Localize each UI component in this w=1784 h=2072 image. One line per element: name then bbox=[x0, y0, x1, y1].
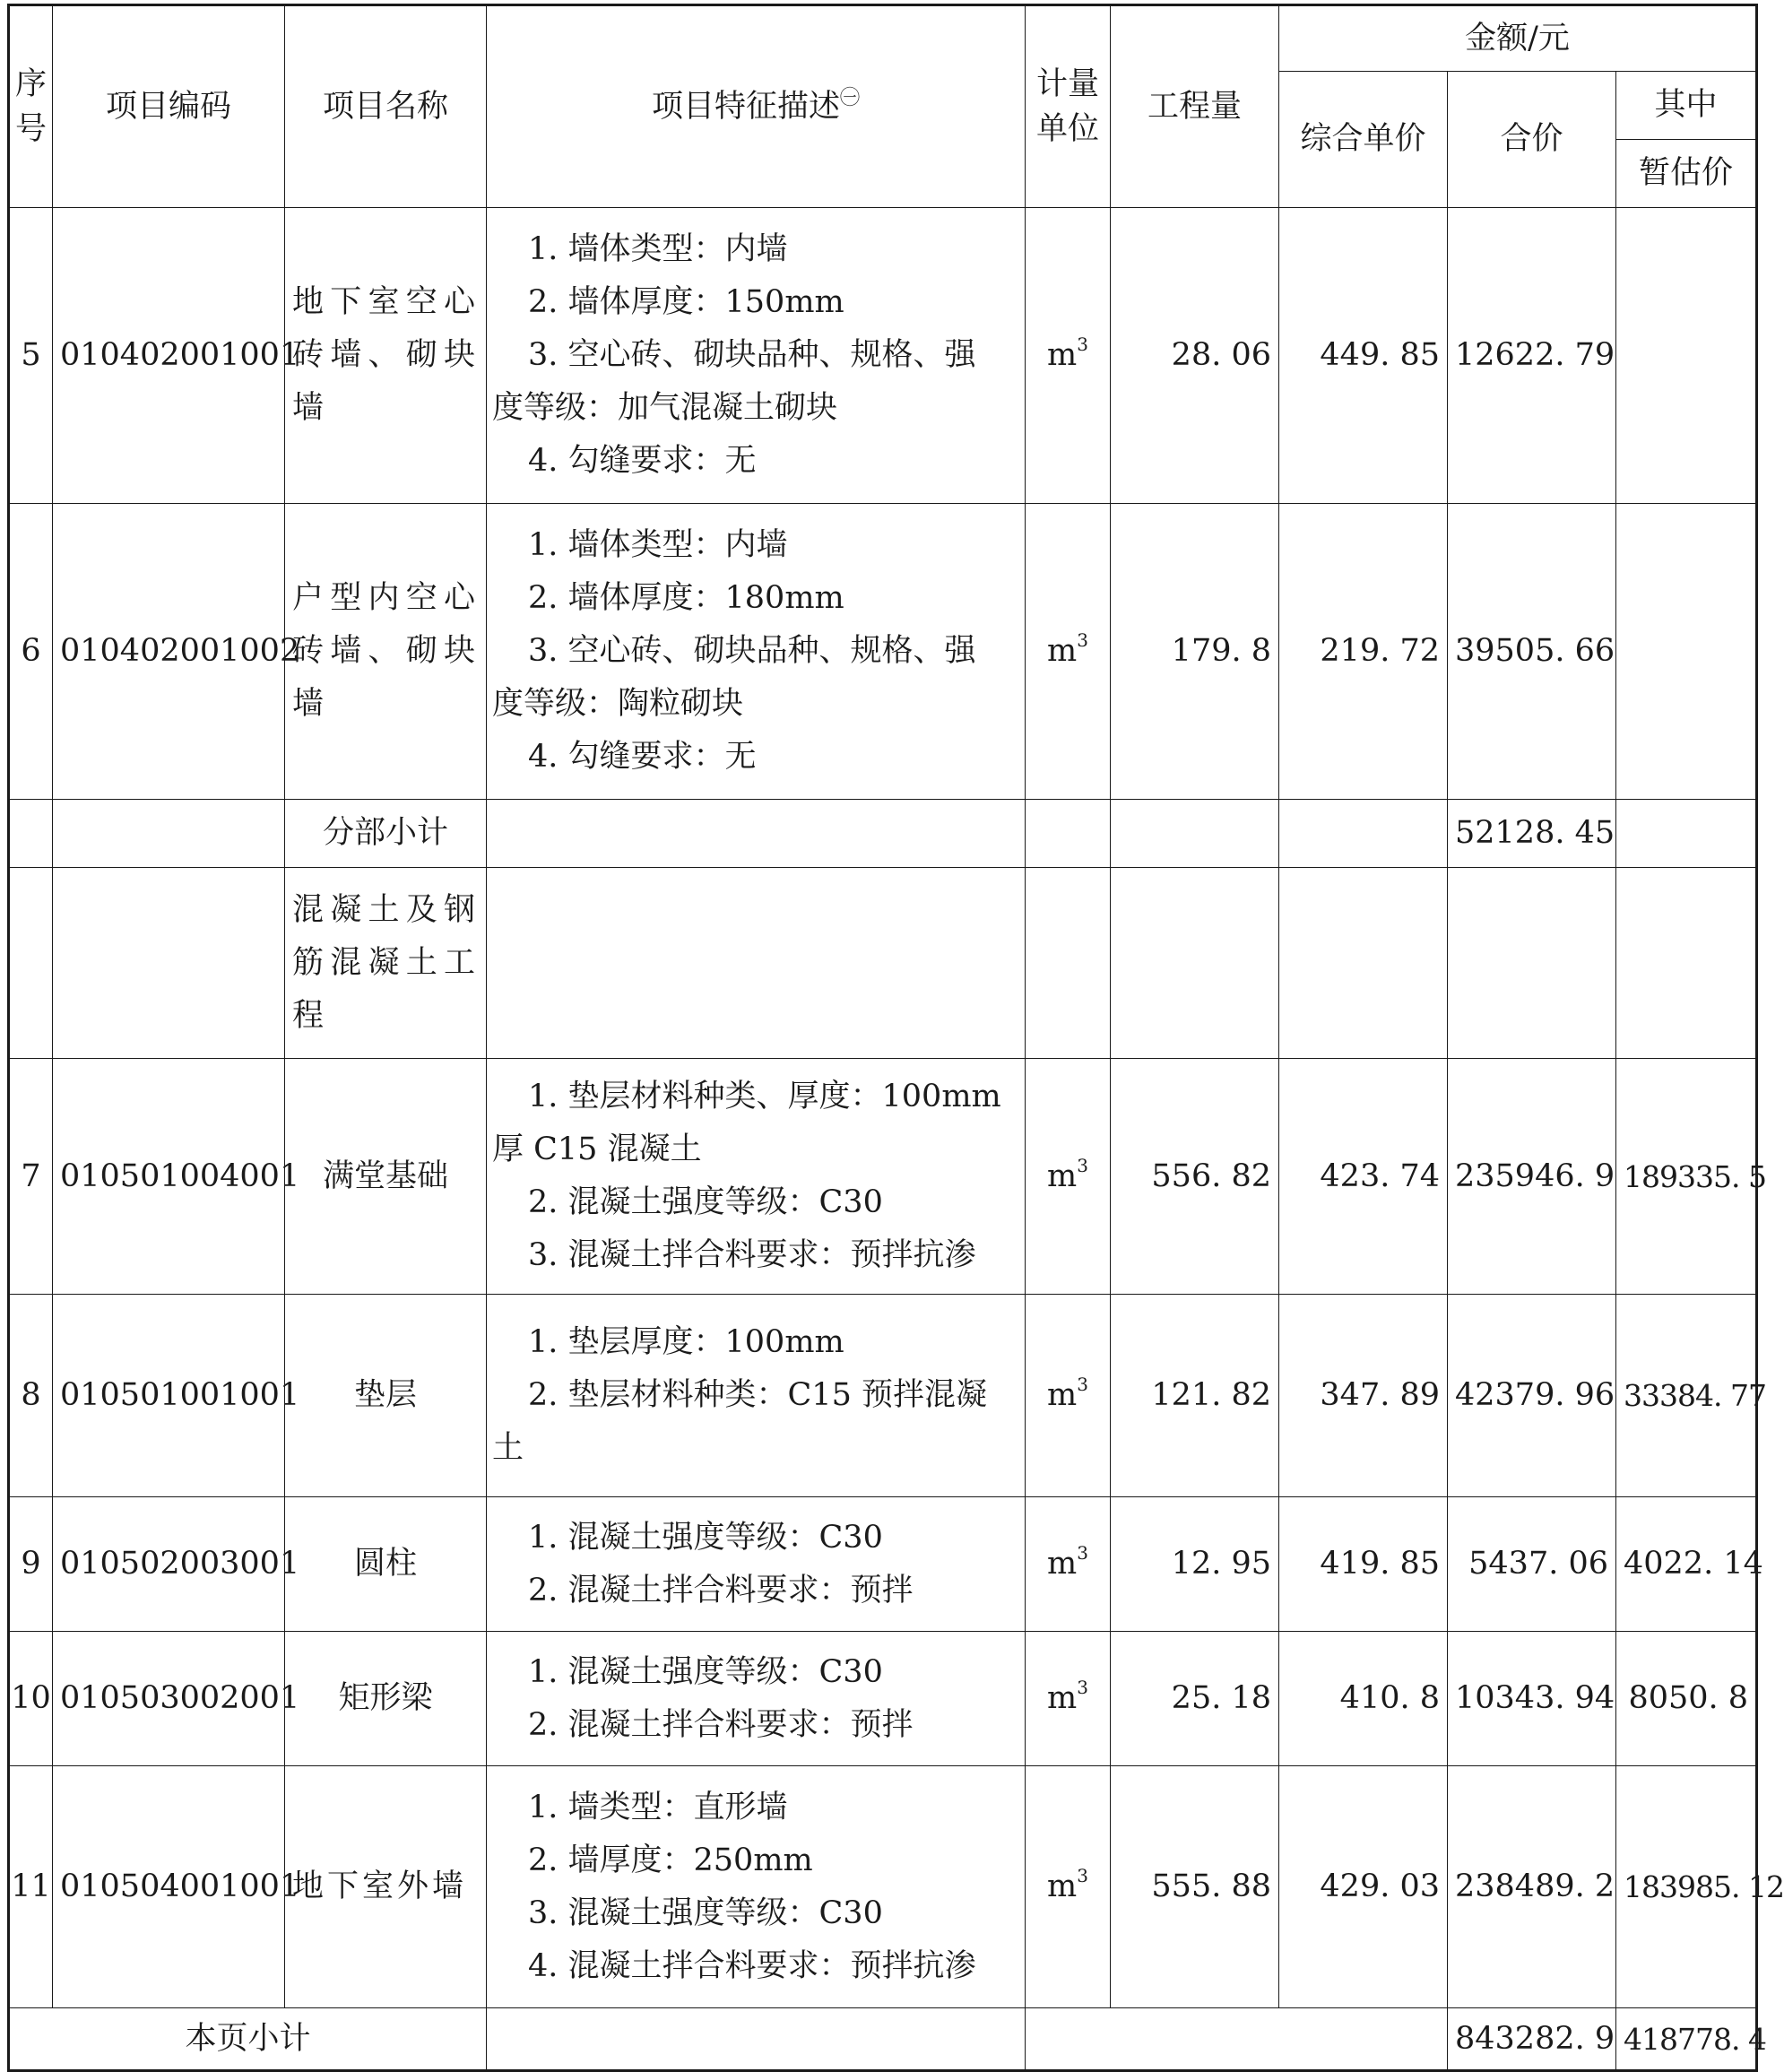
row-name: 地下室外墙 bbox=[285, 1766, 487, 2008]
unit-sup: 3 bbox=[1077, 1865, 1088, 1886]
desc-line: 度等级：陶粒砌块 bbox=[492, 686, 744, 722]
subtotal-label: 分部小计 bbox=[285, 800, 487, 868]
row-provisional: 33384. 77 bbox=[1616, 1295, 1757, 1497]
row-code: 010502003001 bbox=[53, 1497, 285, 1632]
table-row bbox=[9, 1632, 1757, 1766]
page-subtotal-provisional: 418778. 4 bbox=[1616, 2008, 1757, 2071]
row-desc bbox=[487, 504, 1026, 800]
unit-text: m bbox=[1047, 1868, 1078, 1904]
row-name: 地下室空心砖墙、砌块墙 bbox=[285, 208, 487, 504]
row-code: 010504001001 bbox=[53, 1766, 285, 2008]
row-seq: 7 bbox=[9, 1059, 53, 1295]
row-code: 010501004001 bbox=[53, 1059, 285, 1295]
row-provisional bbox=[1616, 208, 1757, 504]
row-seq: 5 bbox=[9, 208, 53, 504]
row-provisional: 8050. 8 bbox=[1616, 1632, 1757, 1766]
row-unit bbox=[1026, 1632, 1111, 1766]
desc-line: 2. 垫层材料种类：C15 预拌混凝 bbox=[528, 1377, 987, 1413]
desc-line: 厚 C15 混凝土 bbox=[492, 1131, 702, 1167]
row-desc bbox=[487, 1295, 1026, 1497]
header-amount-group: 金额/元 bbox=[1279, 5, 1757, 72]
table-row bbox=[9, 1497, 1757, 1632]
unit-text: m bbox=[1047, 1377, 1078, 1413]
unit-sup: 3 bbox=[1077, 629, 1088, 651]
empty-cell bbox=[1111, 868, 1279, 1059]
header-name: 项目名称 bbox=[285, 5, 487, 208]
row-name: 矩形梁 bbox=[285, 1632, 487, 1766]
desc-line: 2. 墙体厚度：150mm bbox=[528, 284, 844, 320]
empty-cell bbox=[53, 800, 285, 868]
table-row bbox=[9, 208, 1757, 504]
row-name: 满堂基础 bbox=[285, 1059, 487, 1295]
header-desc-label: 项目特征描述 bbox=[651, 88, 840, 125]
empty-cell bbox=[1616, 800, 1757, 868]
row-desc bbox=[487, 1632, 1026, 1766]
row-name: 垫层 bbox=[285, 1295, 487, 1497]
empty-cell bbox=[487, 800, 1026, 868]
table-row bbox=[9, 1295, 1757, 1497]
row-price: 429. 03 bbox=[1279, 1766, 1448, 2008]
row-price: 410. 8 bbox=[1279, 1632, 1448, 1766]
row-unit bbox=[1026, 1295, 1111, 1497]
row-price: 423. 74 bbox=[1279, 1059, 1448, 1295]
row-total: 42379. 96 bbox=[1448, 1295, 1616, 1497]
row-desc bbox=[487, 208, 1026, 504]
row-qty: 179. 8 bbox=[1111, 504, 1279, 800]
row-desc bbox=[487, 1059, 1026, 1295]
row-provisional bbox=[1616, 504, 1757, 800]
empty-cell bbox=[1448, 868, 1616, 1059]
page-subtotal-label: 本页小计 bbox=[9, 2008, 487, 2071]
row-provisional: 189335. 5 bbox=[1616, 1059, 1757, 1295]
empty-cell bbox=[1279, 800, 1448, 868]
row-code: 010402001001 bbox=[53, 208, 285, 504]
empty-cell bbox=[1279, 868, 1448, 1059]
empty-cell bbox=[9, 800, 53, 868]
page-subtotal-row bbox=[9, 2008, 1757, 2071]
unit-text: m bbox=[1047, 633, 1078, 669]
row-desc bbox=[487, 1497, 1026, 1632]
unit-sup: 3 bbox=[1077, 334, 1088, 355]
unit-text: m bbox=[1047, 337, 1078, 373]
desc-line: 3. 混凝土拌合料要求：预拌抗渗 bbox=[528, 1237, 976, 1273]
unit-sup: 3 bbox=[1077, 1677, 1088, 1698]
row-total: 238489. 2 bbox=[1448, 1766, 1616, 2008]
section-heading-row bbox=[9, 868, 1757, 1059]
empty-cell bbox=[1026, 868, 1111, 1059]
row-unit bbox=[1026, 1059, 1111, 1295]
row-provisional: 183985. 12 bbox=[1616, 1766, 1757, 2008]
row-seq: 9 bbox=[9, 1497, 53, 1632]
row-price: 449. 85 bbox=[1279, 208, 1448, 504]
desc-line: 2. 混凝土强度等级：C30 bbox=[528, 1184, 883, 1220]
desc-line: 2. 混凝土拌合料要求：预拌 bbox=[528, 1572, 914, 1608]
header-desc bbox=[487, 5, 1026, 208]
unit-text: m bbox=[1047, 1680, 1078, 1716]
desc-line: 2. 墙厚度：250mm bbox=[528, 1842, 813, 1878]
unit-sup: 3 bbox=[1077, 1374, 1088, 1395]
desc-line: 1. 垫层厚度：100mm bbox=[528, 1324, 844, 1360]
row-qty: 556. 82 bbox=[1111, 1059, 1279, 1295]
row-total: 10343. 94 bbox=[1448, 1632, 1616, 1766]
section-title: 混凝土及钢筋混凝土工程 bbox=[285, 868, 487, 1059]
bill-of-quantities-table bbox=[7, 4, 1784, 2072]
row-seq: 6 bbox=[9, 504, 53, 800]
row-code: 010402001002 bbox=[53, 504, 285, 800]
row-total: 12622. 79 bbox=[1448, 208, 1616, 504]
row-code: 010501001001 bbox=[53, 1295, 285, 1497]
desc-line: 1. 墙体类型：内墙 bbox=[528, 231, 788, 267]
desc-line: 3. 空心砖、砌块品种、规格、强 bbox=[528, 633, 976, 669]
page-subtotal-total: 843282. 9 bbox=[1448, 2008, 1616, 2071]
row-total: 235946. 9 bbox=[1448, 1059, 1616, 1295]
unit-sup: 3 bbox=[1077, 1154, 1088, 1176]
empty-cell bbox=[487, 2008, 1026, 2071]
desc-line: 4. 勾缝要求：无 bbox=[528, 739, 757, 775]
unit-sup: 3 bbox=[1077, 1542, 1088, 1564]
desc-line: 1. 墙体类型：内墙 bbox=[528, 527, 788, 563]
row-unit bbox=[1026, 504, 1111, 800]
row-qty: 12. 95 bbox=[1111, 1497, 1279, 1632]
empty-cell bbox=[487, 868, 1026, 1059]
unit-text: m bbox=[1047, 1546, 1078, 1582]
header-unit-price: 综合单价 bbox=[1279, 72, 1448, 208]
row-desc bbox=[487, 1766, 1026, 2008]
empty-cell bbox=[1026, 2008, 1448, 2071]
row-qty: 28. 06 bbox=[1111, 208, 1279, 504]
header-qty: 工程量 bbox=[1111, 5, 1279, 208]
desc-line: 1. 混凝土强度等级：C30 bbox=[528, 1653, 883, 1690]
row-qty: 121. 82 bbox=[1111, 1295, 1279, 1497]
empty-cell bbox=[53, 868, 285, 1059]
row-total: 39505. 66 bbox=[1448, 504, 1616, 800]
row-qty: 25. 18 bbox=[1111, 1632, 1279, 1766]
row-price: 419. 85 bbox=[1279, 1497, 1448, 1632]
row-price: 347. 89 bbox=[1279, 1295, 1448, 1497]
empty-cell bbox=[1616, 868, 1757, 1059]
header-code: 项目编码 bbox=[53, 5, 285, 208]
header-unit: 计量单位 bbox=[1026, 5, 1111, 208]
empty-cell bbox=[1026, 800, 1111, 868]
desc-line: 3. 空心砖、砌块品种、规格、强 bbox=[528, 337, 976, 373]
row-provisional: 4022. 14 bbox=[1616, 1497, 1757, 1632]
header-of-which: 其中 bbox=[1616, 72, 1757, 140]
row-seq: 8 bbox=[9, 1295, 53, 1497]
subtotal-total: 52128. 45 bbox=[1448, 800, 1616, 868]
row-name: 户型内空心砖墙、砌块墙 bbox=[285, 504, 487, 800]
desc-line: 2. 墙体厚度：180mm bbox=[528, 580, 844, 616]
desc-line: 4. 混凝土拌合料要求：预拌抗渗 bbox=[528, 1947, 976, 1984]
desc-line: 4. 勾缝要求：无 bbox=[528, 443, 757, 479]
row-total: 5437. 06 bbox=[1448, 1497, 1616, 1632]
row-unit bbox=[1026, 1497, 1111, 1632]
table-row bbox=[9, 1766, 1757, 2008]
header-seq: 序号 bbox=[9, 5, 53, 208]
unit-text: m bbox=[1047, 1157, 1078, 1194]
row-seq: 10 bbox=[9, 1632, 53, 1766]
header-provisional: 暂估价 bbox=[1616, 140, 1757, 208]
table-row bbox=[9, 1059, 1757, 1295]
row-name: 圆柱 bbox=[285, 1497, 487, 1632]
footnote-mark: ㊀ bbox=[840, 86, 861, 109]
desc-line: 3. 混凝土强度等级：C30 bbox=[528, 1894, 883, 1931]
row-qty: 555. 88 bbox=[1111, 1766, 1279, 2008]
header-total: 合价 bbox=[1448, 72, 1616, 208]
row-seq: 11 bbox=[9, 1766, 53, 2008]
table-row bbox=[9, 504, 1757, 800]
header-row bbox=[9, 5, 1757, 72]
desc-line: 土 bbox=[492, 1430, 524, 1466]
row-unit bbox=[1026, 208, 1111, 504]
desc-line: 1. 垫层材料种类、厚度：100mm bbox=[528, 1079, 1001, 1114]
empty-cell bbox=[9, 868, 53, 1059]
row-unit bbox=[1026, 1766, 1111, 2008]
desc-line: 度等级：加气混凝土砌块 bbox=[492, 390, 838, 426]
desc-line: 1. 墙类型：直形墙 bbox=[528, 1789, 788, 1825]
desc-line: 1. 混凝土强度等级：C30 bbox=[528, 1519, 883, 1556]
row-code: 010503002001 bbox=[53, 1632, 285, 1766]
empty-cell bbox=[1111, 800, 1279, 868]
section-subtotal-row bbox=[9, 800, 1757, 868]
row-price: 219. 72 bbox=[1279, 504, 1448, 800]
desc-line: 2. 混凝土拌合料要求：预拌 bbox=[528, 1706, 914, 1743]
